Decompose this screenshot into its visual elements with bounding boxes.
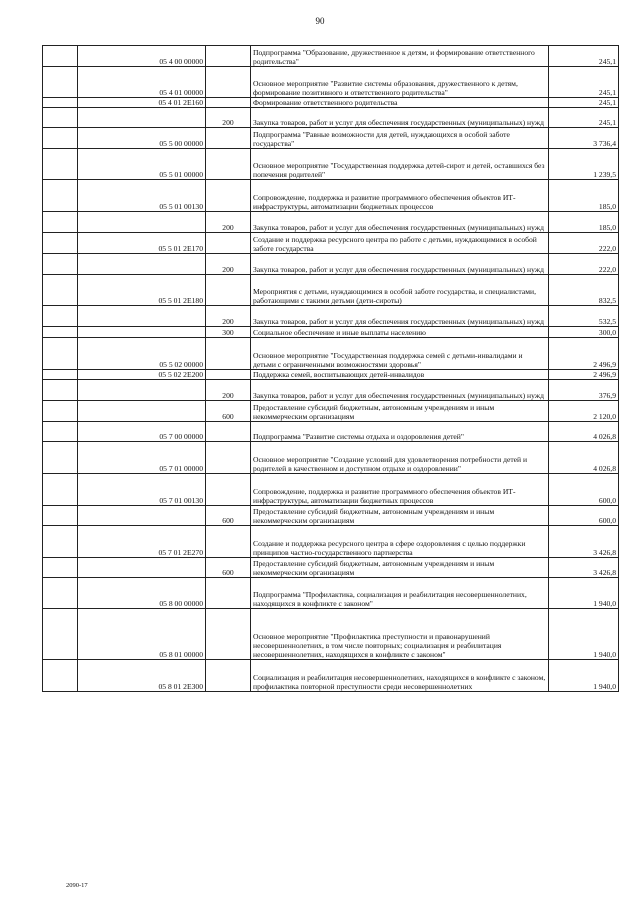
cell-blank: [43, 275, 78, 306]
budget-table-body: [43, 46, 619, 692]
cell-kind: [206, 442, 251, 474]
cell-kind: [206, 275, 251, 306]
table-row: [43, 442, 619, 474]
cell-kind: 200: [206, 380, 251, 401]
cell-code: 05 4 01 00000: [78, 67, 206, 98]
footer-code: 2090-17: [66, 882, 88, 889]
cell-name: Закупка товаров, работ и услуг для обеспечения государственных (муниципальных) нужд: [251, 380, 549, 401]
cell-kind: [206, 474, 251, 506]
cell-amount: 222,0: [549, 254, 619, 275]
cell-code: [78, 506, 206, 526]
cell-amount: 185,0: [549, 212, 619, 233]
table-row: [43, 212, 619, 233]
cell-code: [78, 254, 206, 275]
cell-amount: 245,1: [549, 108, 619, 128]
cell-amount: 245,1: [549, 46, 619, 67]
cell-code: 05 5 00 00000: [78, 128, 206, 149]
cell-code: [78, 327, 206, 338]
cell-blank: [43, 306, 78, 327]
cell-kind: [206, 233, 251, 254]
cell-blank: [43, 380, 78, 401]
cell-amount: 222,0: [549, 233, 619, 254]
cell-amount: 1 940,0: [549, 660, 619, 692]
cell-kind: [206, 46, 251, 67]
cell-code: 05 5 01 2Е180: [78, 275, 206, 306]
cell-code: 05 8 00 00000: [78, 578, 206, 609]
cell-code: [78, 380, 206, 401]
cell-blank: [43, 609, 78, 660]
table-row: [43, 233, 619, 254]
cell-name: Закупка товаров, работ и услуг для обеспечения государственных (муниципальных) нужд: [251, 254, 549, 275]
cell-code: 05 7 00 00000: [78, 422, 206, 442]
cell-code: 05 5 02 2Е200: [78, 370, 206, 380]
cell-blank: [43, 149, 78, 180]
cell-kind: [206, 578, 251, 609]
cell-name: Подпрограмма "Равные возможности для детей, нуждающихся в особой заботе государства": [251, 128, 549, 149]
cell-blank: [43, 442, 78, 474]
cell-blank: [43, 108, 78, 128]
cell-kind: 600: [206, 401, 251, 422]
cell-amount: 376,9: [549, 380, 619, 401]
cell-kind: [206, 98, 251, 108]
cell-amount: 245,1: [549, 98, 619, 108]
table-row: [43, 180, 619, 212]
cell-kind: 200: [206, 306, 251, 327]
cell-kind: [206, 422, 251, 442]
cell-code: 05 7 01 00130: [78, 474, 206, 506]
table-row: [43, 108, 619, 128]
cell-code: 05 5 01 2Е170: [78, 233, 206, 254]
cell-blank: [43, 327, 78, 338]
cell-amount: 532,5: [549, 306, 619, 327]
cell-blank: [43, 660, 78, 692]
cell-name: Создание и поддержка ресурсного центра в сфере оздоровления с целью поддержки принципов частно-государственного партнерства: [251, 526, 549, 558]
table-row: [43, 558, 619, 578]
cell-name: Создание и поддержка ресурсного центра по работе с детьми, нуждающимися в особой заботе государства: [251, 233, 549, 254]
cell-kind: 200: [206, 108, 251, 128]
cell-name: Предоставление субсидий бюджетным, автономным учреждениям и иным некоммерческим организациям: [251, 506, 549, 526]
table-row: [43, 275, 619, 306]
cell-name: Основное мероприятие "Государственная поддержка семей с детьми-инвалидами и детьми с ограниченными возможностями здоровья": [251, 338, 549, 370]
cell-amount: 600,0: [549, 474, 619, 506]
cell-name: Подпрограмма "Развитие системы отдыха и оздоровления детей": [251, 422, 549, 442]
table-row: [43, 46, 619, 67]
table-row: [43, 149, 619, 180]
cell-amount: 185,0: [549, 180, 619, 212]
table-row: [43, 506, 619, 526]
table-row: [43, 474, 619, 506]
cell-amount: 3 736,4: [549, 128, 619, 149]
cell-blank: [43, 558, 78, 578]
table-row: [43, 609, 619, 660]
cell-amount: 3 426,8: [549, 526, 619, 558]
cell-blank: [43, 180, 78, 212]
cell-blank: [43, 128, 78, 149]
cell-kind: [206, 660, 251, 692]
cell-amount: 832,5: [549, 275, 619, 306]
table-row: [43, 338, 619, 370]
table-row: [43, 98, 619, 108]
cell-kind: [206, 149, 251, 180]
table-row: [43, 67, 619, 98]
cell-kind: 600: [206, 506, 251, 526]
cell-kind: 300: [206, 327, 251, 338]
cell-name: Закупка товаров, работ и услуг для обеспечения государственных (муниципальных) нужд: [251, 306, 549, 327]
cell-code: 05 8 01 2Е300: [78, 660, 206, 692]
cell-kind: [206, 67, 251, 98]
cell-kind: 200: [206, 212, 251, 233]
cell-blank: [43, 526, 78, 558]
table-row: [43, 327, 619, 338]
cell-amount: 600,0: [549, 506, 619, 526]
cell-code: 05 7 01 2Е270: [78, 526, 206, 558]
cell-name: Основное мероприятие "Создание условий для удовлетворения потребности детей и родителей в качественном и доступном отдыхе и оздоровлении": [251, 442, 549, 474]
table-row: [43, 370, 619, 380]
cell-code: [78, 108, 206, 128]
cell-kind: [206, 370, 251, 380]
cell-name: Социализация и реабилитация несовершеннолетних, находящихся в конфликте с законом, профилактика повторной преступности среди несовершеннолетних: [251, 660, 549, 692]
cell-name: Формирование ответственного родительства: [251, 98, 549, 108]
cell-name: Мероприятия с детьми, нуждающимися в особой заботе государства, и специалистами, работающими с такими детьми (дети-сироты): [251, 275, 549, 306]
cell-code: 05 4 00 00000: [78, 46, 206, 67]
cell-kind: [206, 128, 251, 149]
cell-name: Подпрограмма "Образование, дружественное к детям, и формирование ответственного родительства": [251, 46, 549, 67]
cell-amount: 2 496,9: [549, 370, 619, 380]
cell-name: Закупка товаров, работ и услуг для обеспечения государственных (муниципальных) нужд: [251, 108, 549, 128]
table-row: [43, 660, 619, 692]
cell-name: Основное мероприятие "Государственная поддержка детей-сирот и детей, оставшихся без попечения родителей": [251, 149, 549, 180]
cell-code: 05 4 01 2Е160: [78, 98, 206, 108]
cell-code: 05 5 01 00130: [78, 180, 206, 212]
table-row: [43, 306, 619, 327]
cell-name: Поддержка семей, воспитывающих детей-инвалидов: [251, 370, 549, 380]
cell-blank: [43, 422, 78, 442]
cell-amount: 4 026,8: [549, 422, 619, 442]
cell-code: 05 5 02 00000: [78, 338, 206, 370]
cell-blank: [43, 98, 78, 108]
cell-blank: [43, 401, 78, 422]
cell-amount: 2 496,9: [549, 338, 619, 370]
cell-blank: [43, 46, 78, 67]
cell-blank: [43, 370, 78, 380]
cell-blank: [43, 233, 78, 254]
cell-amount: 2 120,0: [549, 401, 619, 422]
table-row: [43, 422, 619, 442]
cell-code: [78, 401, 206, 422]
cell-name: Предоставление субсидий бюджетным, автономным учреждениям и иным некоммерческим организациям: [251, 558, 549, 578]
cell-code: 05 8 01 00000: [78, 609, 206, 660]
cell-kind: [206, 609, 251, 660]
cell-code: 05 7 01 00000: [78, 442, 206, 474]
cell-blank: [43, 212, 78, 233]
table-row: [43, 128, 619, 149]
cell-kind: [206, 526, 251, 558]
cell-amount: 1 940,0: [549, 609, 619, 660]
cell-name: Сопровождение, поддержка и развитие программного обеспечения объектов ИТ-инфраструктуры, автоматизации бюджетных процессов: [251, 474, 549, 506]
cell-amount: 1 239,5: [549, 149, 619, 180]
cell-amount: 245,1: [549, 67, 619, 98]
cell-name: Основное мероприятие "Профилактика преступности и правонарушений несовершеннолетних, в том числе повторных; социализация и реабилитация несовершеннолетних, находящихся в конфликте с законом": [251, 609, 549, 660]
cell-name: Подпрограмма "Профилактика, социализация и реабилитация несовершеннолетних, находящихся в конфликте с законом": [251, 578, 549, 609]
table-row: [43, 254, 619, 275]
cell-amount: 4 026,8: [549, 442, 619, 474]
cell-name: Социальное обеспечение и иные выплаты населению: [251, 327, 549, 338]
budget-table: [42, 45, 619, 692]
cell-blank: [43, 474, 78, 506]
cell-code: [78, 212, 206, 233]
cell-code: [78, 558, 206, 578]
table-row: [43, 380, 619, 401]
table-row: [43, 401, 619, 422]
cell-blank: [43, 67, 78, 98]
cell-code: [78, 306, 206, 327]
cell-amount: 300,0: [549, 327, 619, 338]
cell-amount: 3 426,8: [549, 558, 619, 578]
page-number: 90: [315, 16, 325, 26]
cell-kind: [206, 180, 251, 212]
cell-name: Закупка товаров, работ и услуг для обеспечения государственных (муниципальных) нужд: [251, 212, 549, 233]
cell-blank: [43, 506, 78, 526]
cell-blank: [43, 254, 78, 275]
cell-blank: [43, 338, 78, 370]
cell-blank: [43, 578, 78, 609]
cell-kind: 200: [206, 254, 251, 275]
cell-name: Сопровождение, поддержка и развитие программного обеспечения объектов ИТ-инфраструктуры, автоматизации бюджетных процессов: [251, 180, 549, 212]
cell-amount: 1 940,0: [549, 578, 619, 609]
cell-name: Предоставление субсидий бюджетным, автономным учреждениям и иным некоммерческим организациям: [251, 401, 549, 422]
cell-code: 05 5 01 00000: [78, 149, 206, 180]
cell-kind: 600: [206, 558, 251, 578]
table-row: [43, 526, 619, 558]
cell-kind: [206, 338, 251, 370]
table-row: [43, 578, 619, 609]
cell-name: Основное мероприятие "Развитие системы образования, дружественного к детям, формирование позитивного и ответственного родительства": [251, 67, 549, 98]
